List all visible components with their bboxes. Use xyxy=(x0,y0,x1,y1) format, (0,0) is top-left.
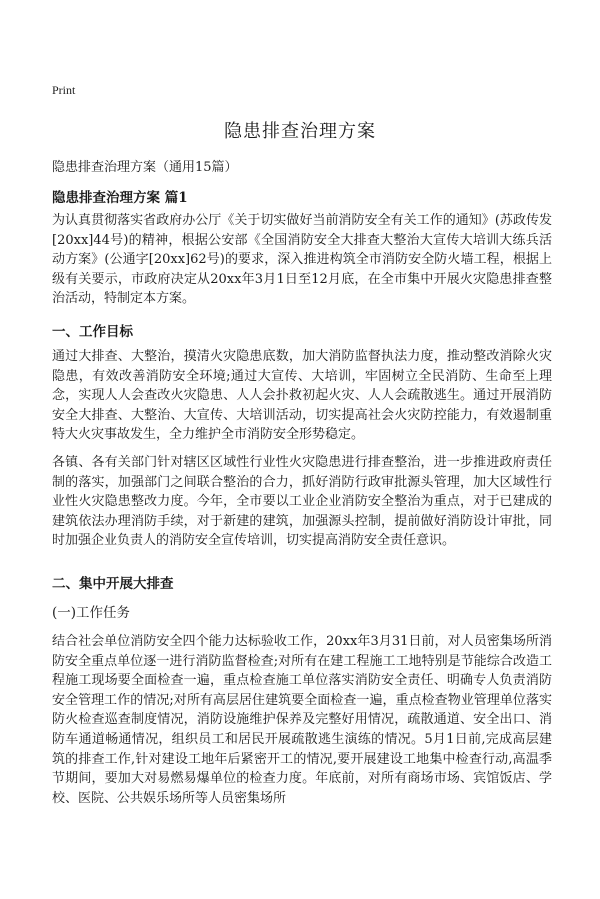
part-heading: 隐患排查治理方案 篇1 xyxy=(52,190,188,206)
section1-paragraph-2: 各镇、各有关部门针对辖区区域性行业性火灾隐患进行排查整治，进一步推进政府责任制的落实，加强部门之间联合整治的合力，抓好消防行政审批源头管理，加大区域性行业性火灾隐患整改力度。今年，全市要以工业企业消防安全整治为重点，对于已建成的建筑依法办理消防手续，对于新建的建筑，加强源头控制，提前做好消防设计审批，同时加强企业负责人的消防安全宣传培训，切实提高消防安全责任意识。 xyxy=(52,455,552,549)
section2-heading: 二、集中开展大排查 xyxy=(52,576,174,592)
section1-heading: 一、工作目标 xyxy=(52,324,133,340)
intro-paragraph: 为认真贯彻落实省政府办公厅《关于切实做好当前消防安全有关工作的通知》(苏政传发[20xx]44号)的精神，根据公安部《全国消防安全大排查大整治大宣传大培训大练兵活动方案》(公通字[20xx]62号)的要求，深入推进构筑全市消防安全防火墙工程，根据上级有关要示，市政府决定从20xx年3月1日至12月底，在全市集中开展火灾隐患排查整治活动，特制定本方案。 xyxy=(52,213,552,307)
document-subtitle: 隐患排查治理方案（通用15篇） xyxy=(52,160,238,175)
document-title: 隐患排查治理方案 xyxy=(224,121,376,142)
section2-paragraph-1: 结合社会单位消防安全四个能力达标验收工作，20xx年3月31日前，对人员密集场所消防安全重点单位逐一进行消防监督检查;对所有在建工程施工工地特别是节能综合改造工程施工现场要全面检查一遍，重点检查施工单位落实消防安全责任、明确专人负责消防安全管理工作的情况;对所有高层居住建筑要全面检查一遍，重点检查物业管理单位落实防火检查巡查制度情况，消防设施维护保养及完整好用情况，疏散通道、安全出口、消防车通道畅通情况，组织员工和居民开展疏散逃生演练的情况。5月1日前,完成高层建筑的排查工作,针对建设工地年后紧密开工的情况,要开展建设工地集中检查行动,高温季节期间，要加大对易燃易爆单位的检查力度。年底前，对所有商场市场、宾馆饭店、学校、医院、公共娱乐场所等人员密集场所 xyxy=(52,634,552,806)
section1-paragraph-1: 通过大排查、大整治，摸清火灾隐患底数，加大消防监督执法力度，推动整改消除火灾隐患，有效改善消防安全环境;通过大宣传、大培训，牢固树立全民消防、生命至上理念，实现人人会查改火灾隐患、人人会扑救初起火灾、人人会疏散逃生。通过开展消防安全大排查、大整治、大宣传、大培训活动，切实提高社会火灾防控能力，有效遏制重特大火灾事故发生，全力维护全市消防安全形势稳定。 xyxy=(52,349,552,443)
print-label: Print xyxy=(52,83,76,97)
section2-subheading: (一)工作任务 xyxy=(52,605,131,621)
